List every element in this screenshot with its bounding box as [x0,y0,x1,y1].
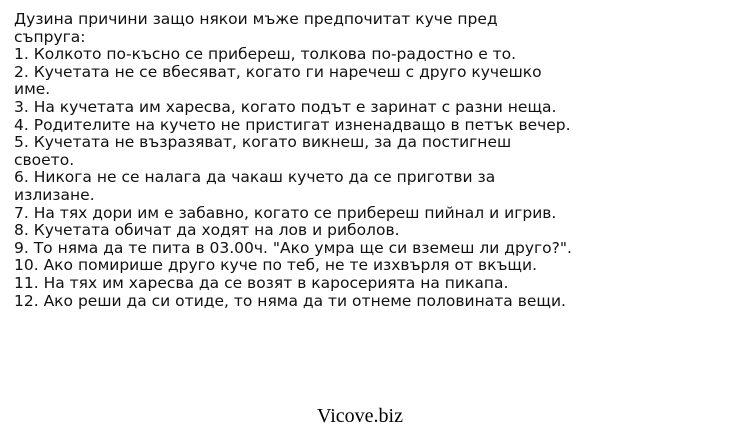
joke-item-4: 4. Родителите на кучето не пристигат изненадващо в петък вечер. [14,115,571,134]
joke-item-2: 2. Кучетата не се вбесяват, когато ги наречеш с друго кучешко име. [14,62,542,99]
joke-item-10: 10. Ако помирише друго куче по теб, не те изхвърля от вкъщи. [14,256,538,275]
joke-heading: Дузина причини защо някои мъже предпочитат куче пред съпруга: [14,10,498,46]
joke-text-block [14,11,574,310]
joke-item-3: 3. На кучетата им харесва, когато подът е заринат с разни неща. [14,97,557,116]
joke-item-12: 12. Ако реши да си отиде, то няма да ти отнеме половината вещи. [14,291,566,310]
joke-item-5: 5. Кучетата не възразяват, когато викнеш, за да постигнеш своето. [14,133,512,169]
joke-item-7: 7. На тях дори им е забавно, когато се прибереш пийнал и игрив. [14,203,557,222]
joke-item-6: 6. Никога не се налага да чакаш кучето да се приготви за излизане. [14,168,496,204]
joke-item-9: 9. То няма да те пита в 03.00ч. "Ако умра ще си вземеш ли друго?". [14,238,572,257]
joke-item-1: 1. Колкото по-късно се прибереш, толкова по-радостно е то. [14,45,517,64]
site-watermark: Vicove.biz [317,405,403,427]
joke-item-11: 11. На тях им харесва да се возят в каросерията на пикапа. [14,273,509,292]
joke-item-8: 8. Кучетата обичат да ходят на лов и риболов. [14,221,400,240]
